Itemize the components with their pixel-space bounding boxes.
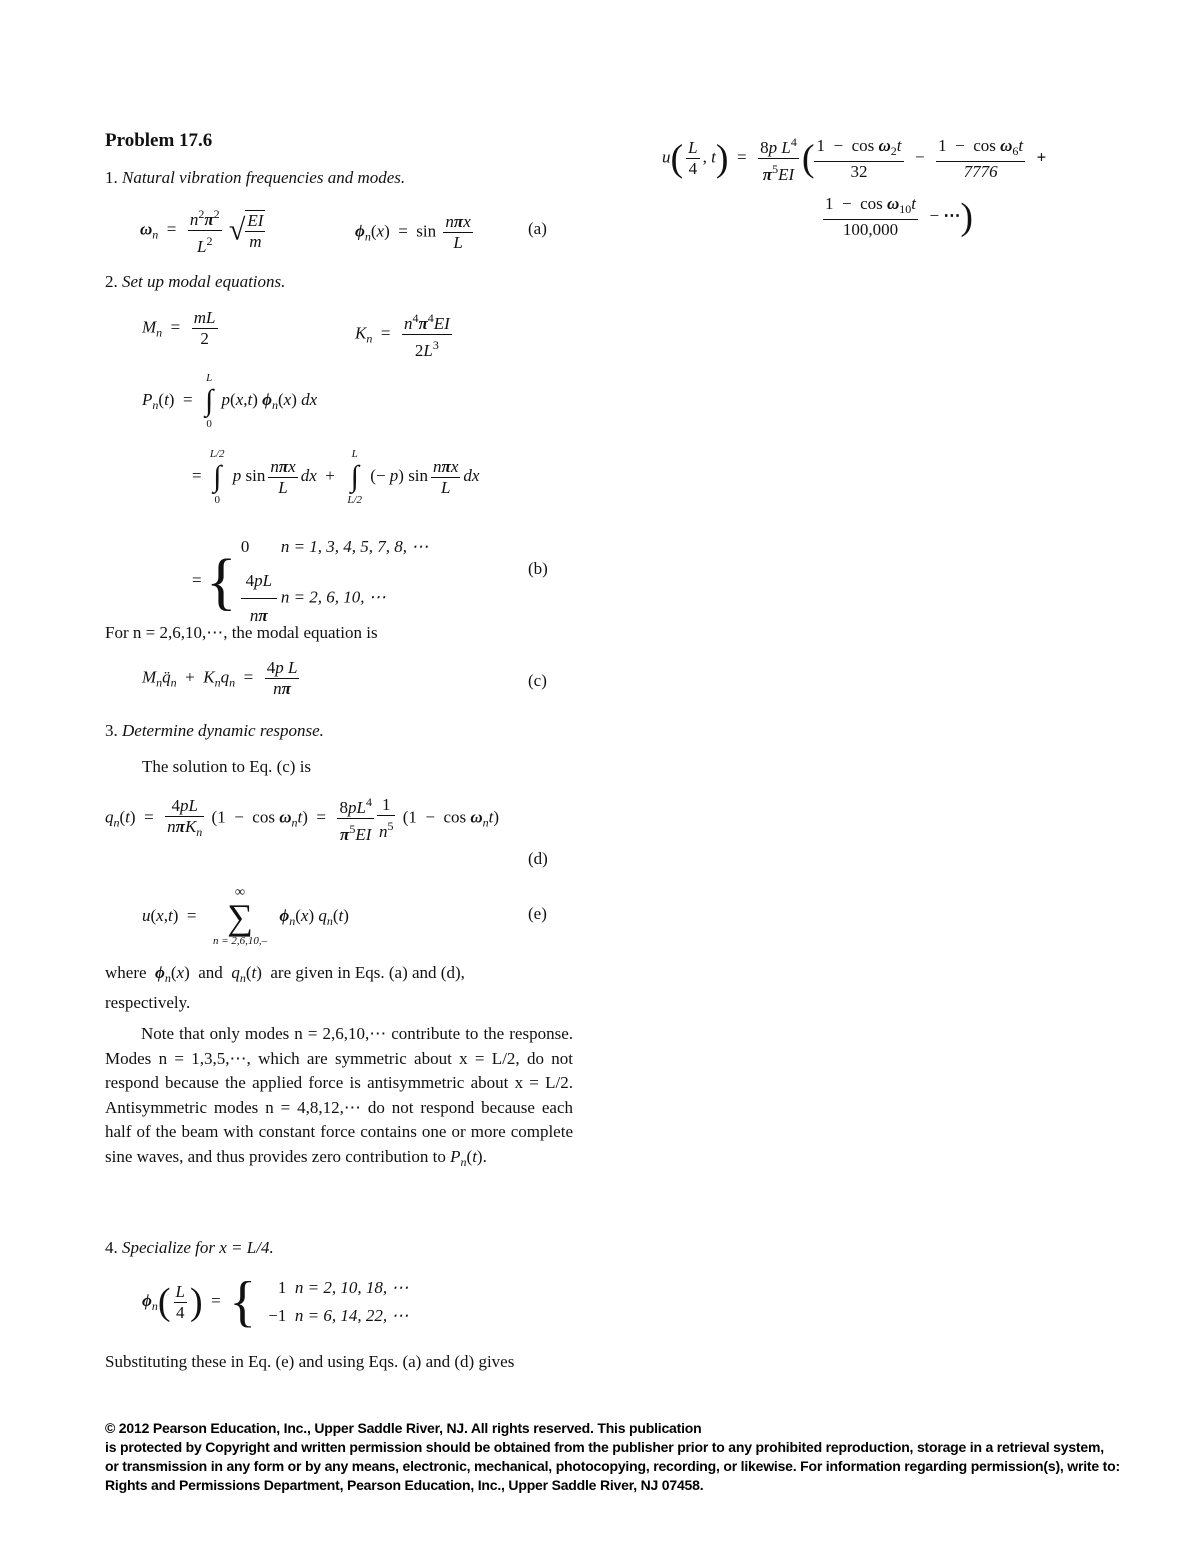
copyright-line-2: is protected by Copyright and written permission should be obtained from the publisher prior to any prohibited reproduction, storage in a retrieval system, [105, 1439, 1104, 1455]
denom-7776: 7776 [963, 161, 998, 181]
note-paragraph: Note that only modes n = 2,6,10,⋯ contribute to the response. Modes n = 1,3,5,⋯, which are symmetric about x = L/2, do not respond because the applied force is antisymmetric about x = L/2. Antisymmetric modes n = 4,8,12,⋯ do not respond because each half of the beam with constant force contains one or more complete sine waves, and thus provides zero contribution to $P_n(t)$. [105, 1024, 573, 1169]
step-2-number: 2. [105, 272, 118, 291]
equation-P-n-integral: $P_n(t)$ = L ∫ 0 p(x,t) $\phi_n(x)$ dx [142, 372, 318, 430]
copyright-line-1: © 2012 Pearson Education, Inc., Upper Saddle River, NJ. All rights reserved. This publication [105, 1420, 702, 1436]
modal-intro-text: , the modal equation is [223, 623, 378, 642]
phi-case1-condition: n = 2, 10, 18, ⋯ [294, 1278, 409, 1297]
equation-u-sum: u(x,t) = ∞ ∑ n = 2,6,10,– $\phi_n(x)$ $q_n(t)$ [142, 885, 349, 947]
phi-case1-value: 1 [277, 1278, 287, 1297]
equation-modal: $M_nq̈_n + K_nq_n$ = $\frac{\text{4p L}}{n\pi}$ [142, 658, 298, 698]
equation-K-n: $K_n$ = $\frac{n^4\pi^4EI}{2L^3}$ [355, 308, 455, 361]
where-respectively: respectively. [105, 992, 191, 1012]
step-1-heading [105, 166, 405, 190]
problem-title: Problem 17.6 [105, 130, 213, 151]
case2-condition: n = 2, 6, 10, ⋯ [280, 587, 386, 607]
equation-tag-b: (b) [528, 559, 548, 578]
equation-tag-d: (d) [528, 849, 548, 868]
phi-case2-condition: n = 6, 14, 22, ⋯ [294, 1306, 409, 1325]
equation-omega-n: $\omega_n$ = $\frac{n^2\pi^2}{L^2}$ √ $\frac{EI}{m}$ [140, 204, 268, 257]
where-and: and [198, 963, 223, 982]
equation-phi-quarter: $\phi_n$( $\frac{L}{4}$ ) = { 1 n = 2, 10, 18, ⋯ −1 n = 6, 14, 22, ⋯ [142, 1271, 409, 1333]
step-2-text: Set up modal equations. [122, 272, 286, 291]
modal-equation-intro [105, 621, 378, 645]
note-paragraph-text: Note that only modes n = 2,6,10,⋯ contribute to the response. Modes n = 1,3,5,⋯, which are symmetric about x = L/2, do not respond because the applied force is antisymmetric about x = L/2. Antisymmetric modes n = 4,8,12,⋯ do not respond because each half of the beam with constant force contains one or more complete sine waves, and thus provides zero contribution to [105, 1024, 573, 1166]
step-1-text: Natural vibration frequencies and modes. [122, 168, 406, 187]
equation-phi-n: $\phi_n(x) = \sin$ $\frac{\text{nπx}}{L}$ [355, 212, 471, 252]
equation-tag-c: (c) [528, 671, 547, 690]
step-3-text: Determine dynamic response. [122, 721, 324, 740]
denom-100000: 100,000 [842, 220, 899, 239]
step-4-number: 4. [105, 1238, 118, 1257]
step-4-heading [105, 1236, 274, 1260]
equation-u-quarter-cont: $\frac{1 - \cos \omega_{10}t}{100,000}$ − ⋯) [825, 194, 974, 239]
solution-intro: The solution to Eq. (c) is [142, 757, 312, 776]
where-paragraph: where $\phi_n(x)$ and $q_n(t)$ are given in Eqs. (a) and (d), respectively. [105, 963, 465, 1012]
step-4-text: Specialize for [122, 1238, 216, 1257]
denom-32: 32 [850, 161, 868, 181]
step-2-heading [105, 270, 285, 294]
phi-case2-value: −1 [268, 1306, 287, 1325]
copyright-line-4: Rights and Permissions Department, Pearson Education, Inc., Upper Saddle River, NJ 07458. [105, 1477, 704, 1493]
step-3-heading [105, 719, 324, 743]
sum-lower-limit: n = 2,6,10,– [212, 935, 268, 947]
equation-u-quarter: u( $\frac{L}{4}$ , t) = $\frac{8p L^4}{\pi^5EI}$ ( $\frac{1 - \cos \omega_2t}{32}$ − $\frac{1 - \cos \omega_6t}{7776}$ + [662, 132, 1046, 185]
copyright-line-3: or transmission in any form or by any means, electronic, mechanical, photocopying, recording, or likewise. For information regarding permission(s), write to: [105, 1458, 1120, 1474]
case1-condition: n = 1, 3, 4, 5, 7, 8, ⋯ [280, 537, 429, 556]
for-n-text: For n = 2,6,10,⋯ [105, 623, 224, 642]
where-tail: are given in Eqs. (a) and (d), [270, 963, 465, 982]
step-4-condition: x = L/4. [219, 1238, 274, 1257]
equation-q-n: $q_n(t)$ = $\frac{4pL}{n\pi K_n}$ $(1 - \cos \omega_nt)$ = $\frac{8pL^4}{\pi^5EI}$ $\frac{1}{n^5}$ $(1 - \cos \omega_nt)$ [105, 792, 499, 845]
substituting-paragraph: Substituting these in Eq. (e) and using Eqs. (a) and (d) gives [105, 1352, 515, 1371]
equation-P-n-split: = L/2 ∫ 0 p sin $\frac{\text{nπx}}{L}$ dx + L ∫ L/2 (− p) sin $\frac{\text{nπx}}{L}$ dx [192, 448, 480, 506]
step-1-number: 1. [105, 168, 118, 187]
equation-tag-e: (e) [528, 904, 547, 923]
step-3-number: 3. [105, 721, 118, 740]
equation-M-n: $M_n$ = $\frac{mL}{2}$ [142, 308, 216, 348]
case-zero: 0 [240, 537, 250, 556]
equation-tag-a: (a) [528, 219, 547, 238]
equation-P-n-cases: = { 0 n = 1, 3, 4, 5, 7, 8, ⋯ $\frac{4pL}{n\pi}$ n = 2, 6, 10, ⋯ [192, 530, 428, 633]
